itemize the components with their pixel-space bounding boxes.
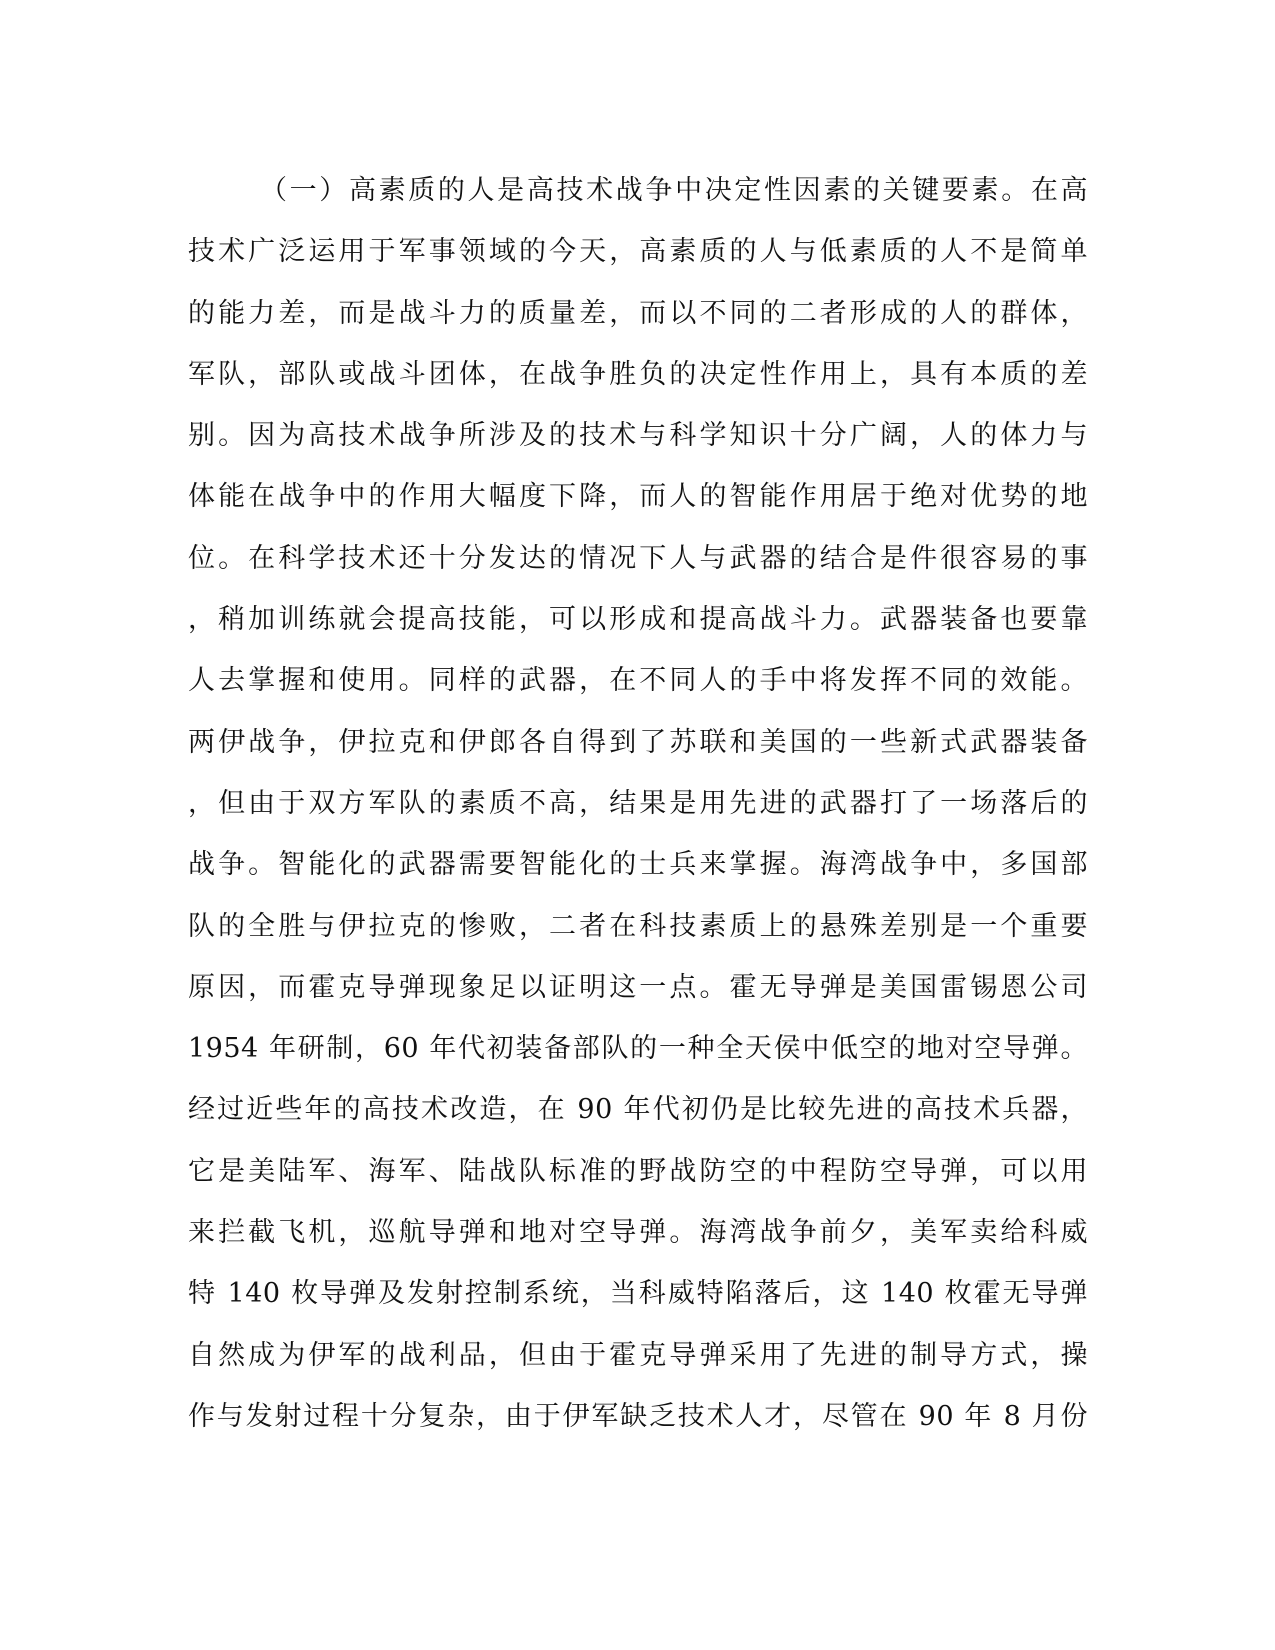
text-line: 位。在科学技术还十分发达的情况下人与武器的结合是件很容易的事 xyxy=(188,542,1088,574)
text-line: 人去掌握和使用。同样的武器，在不同人的手中将发挥不同的效能。 xyxy=(188,665,1088,697)
text-line: 战争。智能化的武器需要智能化的士兵来掌握。海湾战争中，多国部 xyxy=(188,849,1088,881)
text-line: 技术广泛运用于军事领域的今天，高素质的人与低素质的人不是简单 xyxy=(188,236,1088,268)
text-line: 它是美陆军、海军、陆战队标准的野战防空的中程防空导弹，可以用 xyxy=(188,1155,1088,1187)
text-line: 两伊战争，伊拉克和伊郎各自得到了苏联和美国的一些新式武器装备 xyxy=(188,726,1088,758)
text-line: （一）高素质的人是高技术战争中决定性因素的关键要素。在高 xyxy=(260,175,1088,206)
text-line: 特 140 枚导弹及发射控制系统，当科威特陷落后，这 140 枚霍无导弹 xyxy=(188,1278,1088,1310)
text-line: 作与发射过程十分复杂，由于伊军缺乏技术人才，尽管在 90 年 8 月份 xyxy=(188,1400,1088,1432)
text-line: 经过近些年的高技术改造，在 90 年代初仍是比较先进的高技术兵器， xyxy=(188,1094,1088,1126)
text-line: ，但由于双方军队的素质不高，结果是用先进的武器打了一场落后的 xyxy=(188,787,1088,819)
text-line: 原因，而霍克导弹现象足以证明这一点。霍无导弹是美国雷锡恩公司 xyxy=(188,971,1088,1003)
text-line: ，稍加训练就会提高技能，可以形成和提高战斗力。武器装备也要靠 xyxy=(188,604,1088,636)
text-line: 军队，部队或战斗团体，在战争胜负的决定性作用上，具有本质的差 xyxy=(188,358,1088,390)
text-line: 队的全胜与伊拉克的惨败，二者在科技素质上的悬殊差别是一个重要 xyxy=(188,910,1088,942)
body-text xyxy=(188,160,1088,1447)
text-line: 来拦截飞机，巡航导弹和地对空导弹。海湾战争前夕，美军卖给科威 xyxy=(188,1217,1088,1249)
text-line: 别。因为高技术战争所涉及的技术与科学知识十分广阔，人的体力与 xyxy=(188,420,1088,452)
text-line: 自然成为伊军的战利品，但由于霍克导弹采用了先进的制导方式，操 xyxy=(188,1339,1088,1371)
text-line: 的能力差，而是战斗力的质量差，而以不同的二者形成的人的群体， xyxy=(188,297,1088,329)
text-line: 体能在战争中的作用大幅度下降，而人的智能作用居于绝对优势的地 xyxy=(188,481,1088,513)
text-line: 1954 年研制，60 年代初装备部队的一种全天侯中低空的地对空导弹。 xyxy=(188,1033,1088,1065)
